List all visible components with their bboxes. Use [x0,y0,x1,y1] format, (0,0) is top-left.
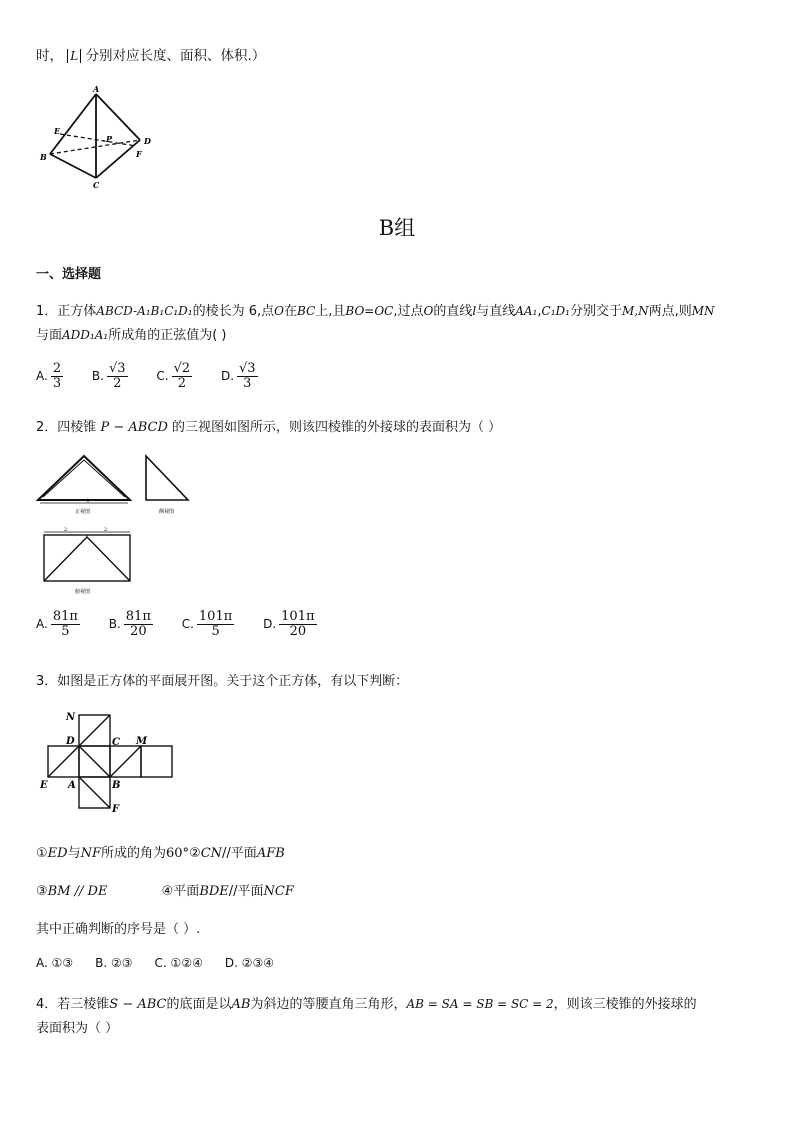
q4-text: 为斜边的等腰直角三角形， [250,997,407,1012]
dim-2b: 2 [104,527,108,533]
q1-math: MN [691,304,715,318]
q1-text: , [537,304,542,319]
option-label: B. [108,617,121,631]
option-label: C. [156,369,169,383]
net-label-B: B [112,780,121,791]
denominator: 2 [113,376,122,391]
q4-math: AB [231,997,251,1012]
intro-line [36,44,265,64]
net-label-A: A [68,780,76,791]
q3-text: 与 [67,846,81,861]
q3-math: BDE [199,884,229,899]
q1-text: 的直线 [433,304,473,319]
dim-4: 4 [86,498,90,504]
q3-text: //平面 [222,846,257,861]
q2-option-d[interactable] [263,610,319,639]
q1-line1 [36,300,715,319]
q4-text: ，则该三棱锥的外接球的 [553,997,697,1012]
q4-text: 的底面是以 [166,997,232,1012]
numerator: 101π [198,609,233,624]
q1-text: 与直线 [476,304,516,319]
option-label: D. [263,617,277,631]
q2-text: 的三视图如图所示，则该四棱锥的外接球的表面积为（ ） [172,420,502,435]
numerator: 81π [52,609,78,624]
q1-option-a[interactable] [36,362,66,391]
cube-net-figure [36,708,186,816]
q3-text: ② [189,846,201,861]
intro-prefix: 时， [36,48,63,64]
q1-text: ,过点 [393,304,424,319]
q2-option-b[interactable] [109,610,156,639]
q1-text: 正方体 [57,304,97,319]
net-label-E: E [40,780,48,791]
q3-option-a[interactable]: A. ①③ [36,956,74,970]
q1-option-c[interactable] [156,362,195,391]
q1-math: l [472,304,477,318]
q4-math: S − ABC [109,997,167,1012]
q1-text: 在 [284,304,298,319]
top-view [44,527,130,595]
q3-number: 3． [36,674,58,689]
numerator: √2 [173,361,191,376]
label-F: F [136,149,142,159]
q1-math: ABCD-A₁B₁C₁D₁ [96,304,193,318]
label-B: B [40,152,47,162]
numerator: 81π [125,609,151,624]
q3-question: 其中正确判断的序号是（ ）. [36,922,201,937]
denominator: 2 [177,376,186,391]
pyramid-figure [36,82,166,194]
net-label-F: F [112,804,120,815]
q3-math: NF [80,846,101,861]
q4-line1 [36,993,697,1012]
q1-math: C₁D₁ [541,304,570,318]
label-E: E [54,126,61,136]
dim-2a: 2 [64,527,68,533]
q1-math: M,N [621,304,649,318]
q3-text: ① [36,846,48,861]
q3-text: ③ [36,884,48,899]
net-label-M: M [136,736,148,747]
q4-math: AB = SA = SB = SC = 2 [406,997,554,1011]
side-view-label: 侧视图 [159,509,175,515]
numerator: 2 [52,361,62,376]
q3-statements-1 [36,842,285,861]
q4-number: 4． [36,997,58,1012]
q1-text: 上,且 [315,304,346,319]
q1-text: 两点,则 [648,304,692,319]
option-label: C. [181,617,194,631]
q1-math: ADD₁A₁ [62,328,109,342]
q4-line2: 表面积为（ ） [36,1021,119,1036]
label-P: P [106,134,113,144]
option-label: D. [220,369,235,383]
q3-text: //平面 [228,884,264,899]
group-title: B组 [378,216,416,240]
q1-option-d[interactable] [221,362,261,391]
section-heading: 一、选择题 [36,267,102,282]
q3-line1 [36,670,408,689]
q3-math: NCF [263,884,294,899]
q3-text: 如图是正方体的平面展开图。关于这个正方体，有以下判断： [57,674,409,689]
top-view-label: 俯视图 [75,589,91,595]
numerator: √3 [108,361,126,376]
q1-options [36,362,283,391]
denominator: 5 [211,624,220,639]
label-C: C [93,180,100,190]
q3-option-c[interactable]: C. ①②④ [154,956,203,970]
q1-number: 1． [36,304,58,319]
numerator: 101π [281,609,315,624]
denominator: 20 [289,624,307,639]
label-D: D [144,136,151,146]
q2-math: P − ABCD [100,420,168,435]
abs-symbol: L [67,49,81,63]
q3-text: ④平面 [161,884,200,899]
q1-math: AA₁ [515,304,538,318]
option-label: A. [36,369,48,383]
q1-text: 分别交于 [569,304,622,319]
q1-line2 [36,324,227,343]
q1-text: 与面 [36,328,63,343]
denominator: 20 [130,624,147,639]
q3-math: ED [47,846,68,861]
q3-statements-2 [36,880,294,899]
numerator: √3 [239,361,256,376]
q2-options [36,610,342,639]
q3-options [36,956,296,970]
intro-suffix: 分别对应长度、面积、体积.） [85,48,266,64]
net-label-D: D [66,736,75,747]
q2-number: 2． [36,420,58,435]
q3-math: AFB [256,846,285,861]
q3-math: CN [200,846,223,861]
side-view [146,456,188,515]
q1-math: O [423,304,434,318]
denominator: 5 [61,624,70,639]
q4-text: 若三棱锥 [57,997,110,1012]
q1-math: BO=OC [345,304,394,318]
q1-math: BC [297,304,316,318]
q3-text: 所成的角为 [101,846,167,861]
three-view-figure [34,452,214,598]
q1-math: O [274,304,285,318]
q3-option-d[interactable]: D. ②③④ [224,956,274,970]
net-label-N: N [66,712,76,723]
q3-math: 60° [166,846,190,861]
option-label: A. [36,617,48,631]
option-label: B. [91,369,104,383]
q1-text: 所成角的正弦值为( ) [108,328,227,343]
denominator: 3 [243,376,252,391]
front-view [38,456,130,515]
q1-text: 的棱长为 6,点 [192,304,275,319]
q2-option-a[interactable] [36,610,83,639]
front-view-label: 正视图 [75,509,91,515]
q1-option-b[interactable] [92,362,131,391]
denominator: 3 [52,376,62,391]
q2-line1 [36,416,501,435]
q2-text: 四棱锥 [57,420,97,435]
net-label-C: C [112,737,120,748]
q2-option-c[interactable] [182,610,238,639]
q3-option-b[interactable]: B. ②③ [95,956,133,970]
q3-math: BM // DE [47,884,108,899]
label-A: A [93,84,100,94]
